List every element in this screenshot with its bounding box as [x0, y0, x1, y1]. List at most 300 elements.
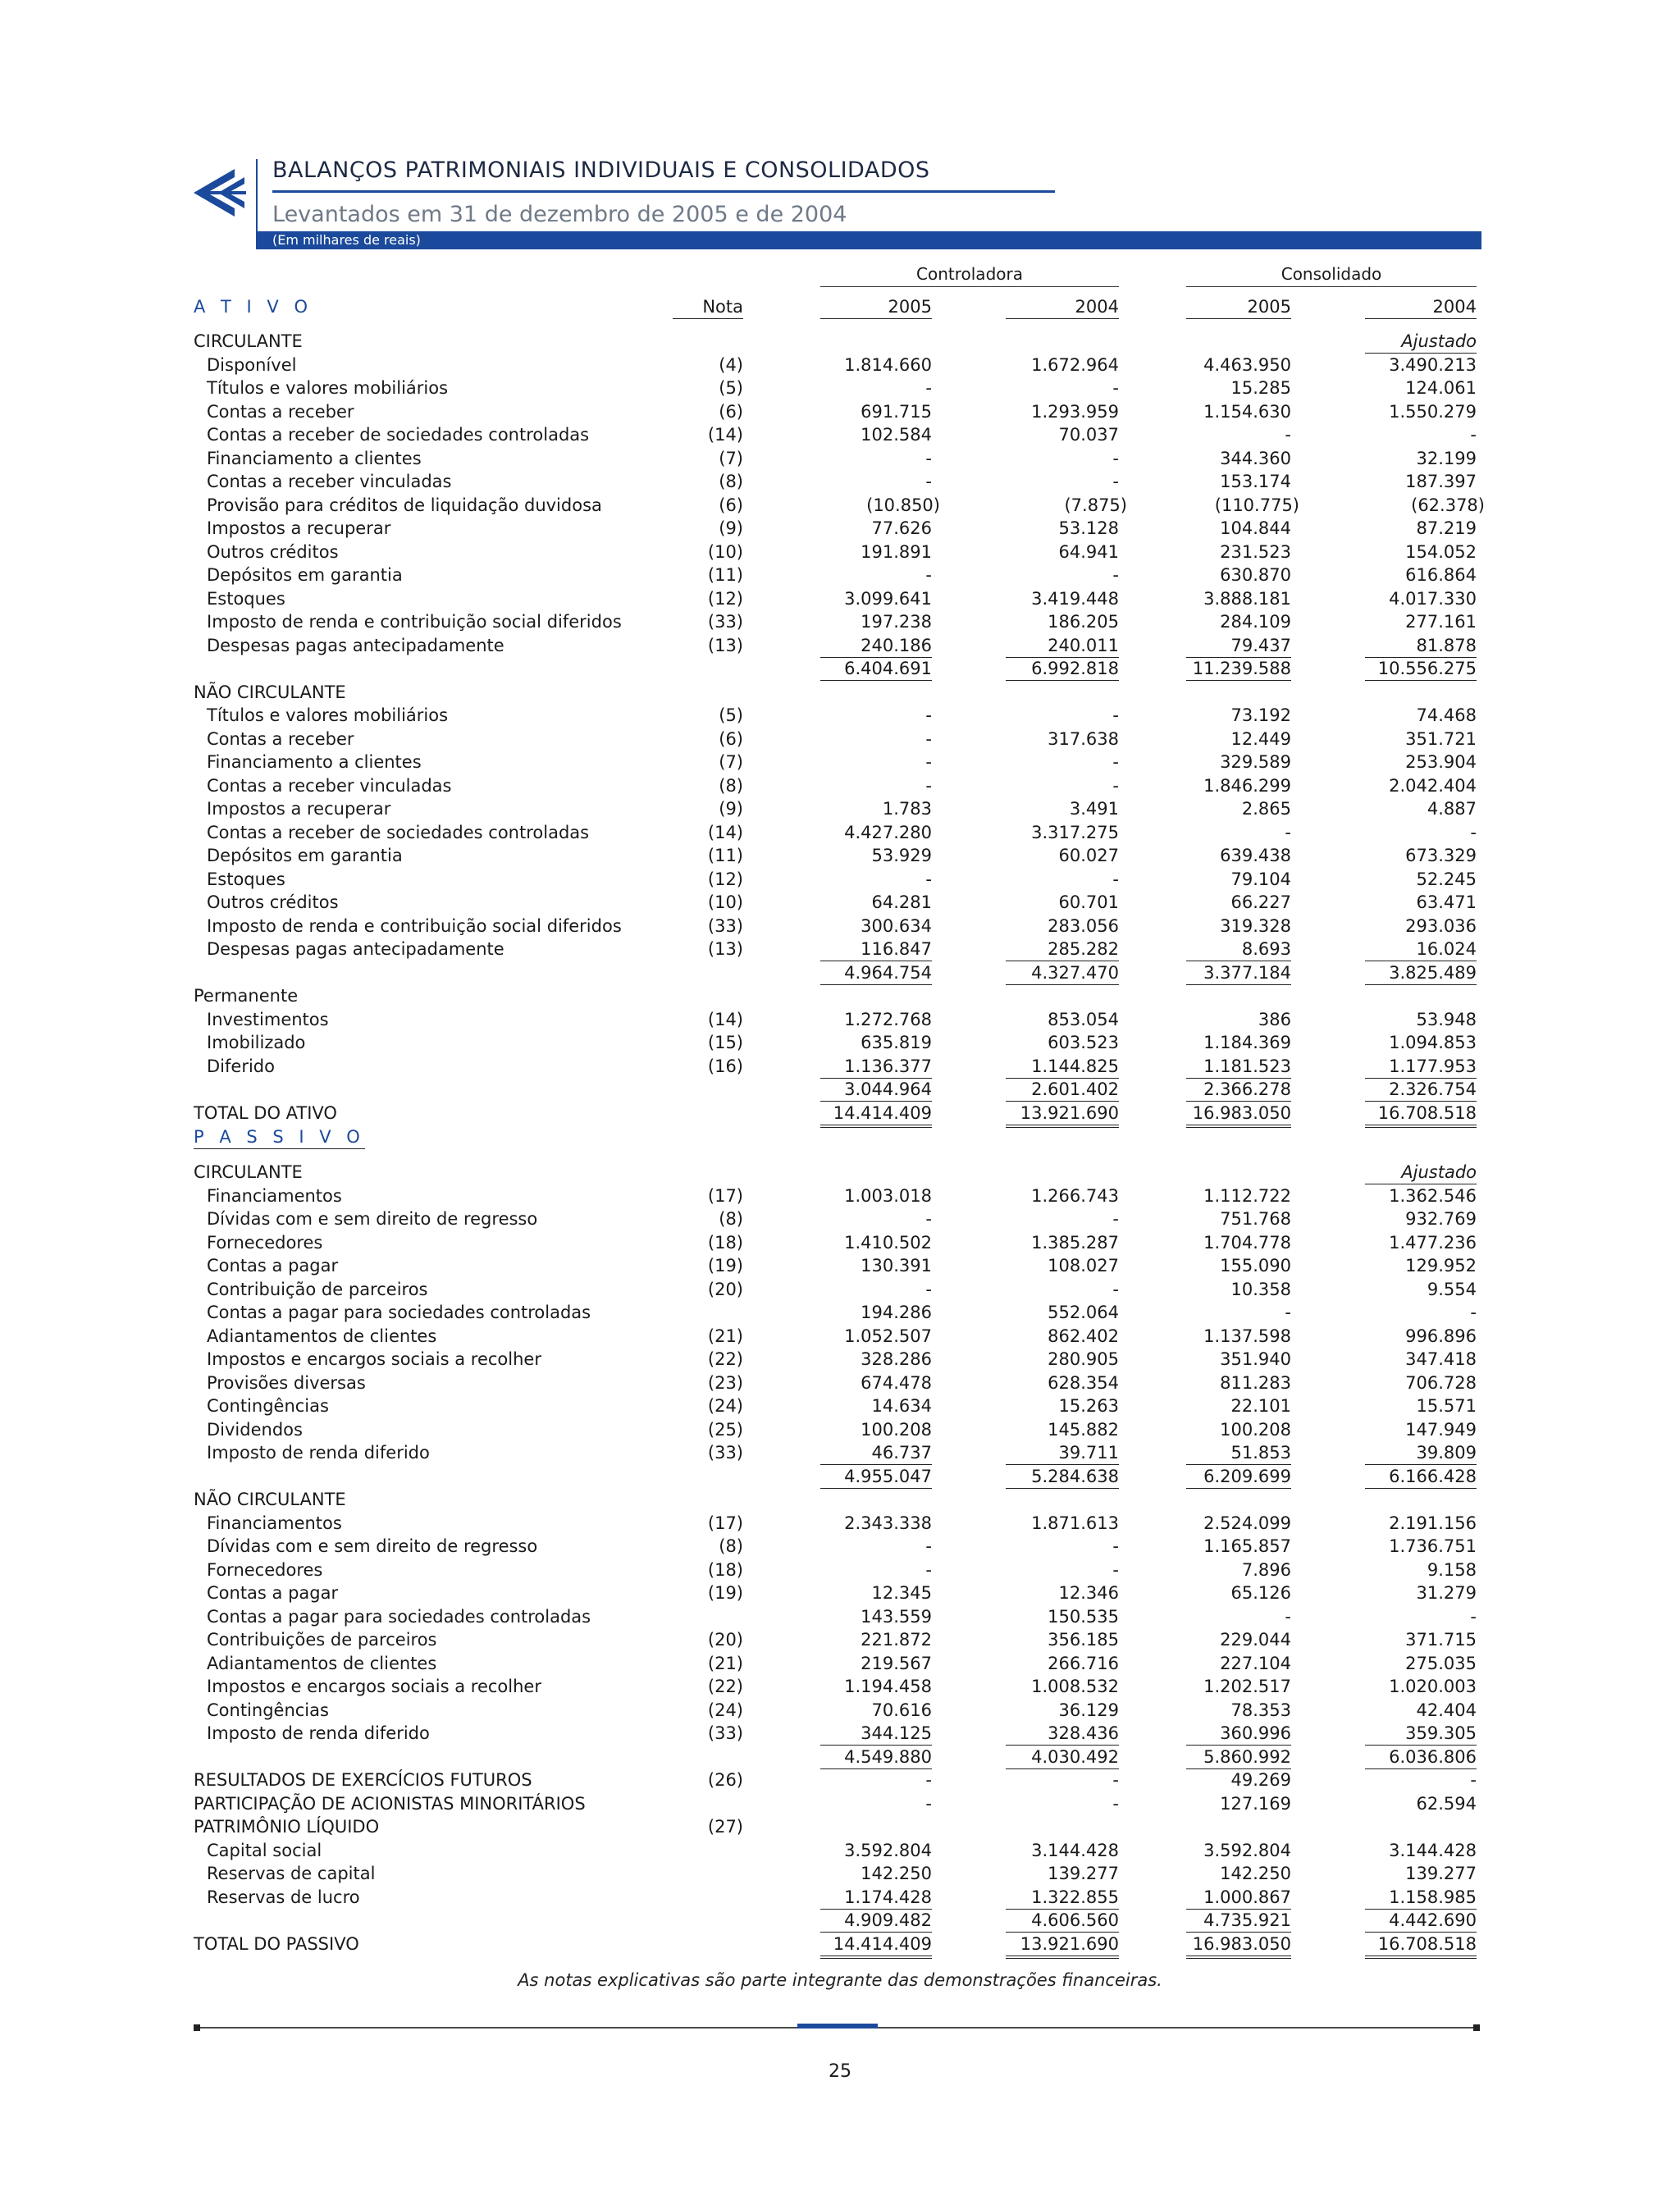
row-label: Títulos e valores mobiliários [207, 705, 449, 725]
section-row [0, 1768, 1680, 1791]
row-label: Imobilizado [207, 1033, 306, 1052]
row-value: 1.181.523 [1186, 1055, 1291, 1079]
row-note: (20) [707, 1630, 743, 1650]
row-label: Reservas de lucro [207, 1887, 360, 1907]
row-value: 1.322.855 [1006, 1886, 1119, 1910]
row-value: - [925, 378, 932, 398]
row-value: 14.414.409 [820, 1933, 932, 1959]
row-label: Financiamento a clientes [207, 752, 422, 772]
row-value: 347.418 [1405, 1349, 1477, 1369]
row-value: 102.584 [861, 425, 932, 445]
row-value: (10.850) [866, 495, 940, 515]
row-note: (11) [707, 846, 743, 865]
row-label: Depósitos em garantia [207, 846, 403, 865]
row-note: (21) [707, 1326, 743, 1346]
row-note: (33) [707, 612, 743, 632]
row-value: 1.136.377 [820, 1055, 932, 1079]
row-note: (19) [707, 1583, 743, 1603]
row-value: 36.129 [1058, 1700, 1119, 1720]
row-value: 42.404 [1416, 1700, 1477, 1720]
row-value: 1.814.660 [844, 354, 932, 375]
title-rule [272, 190, 1055, 193]
row-value: - [1285, 1606, 1291, 1627]
table-row [0, 1008, 1680, 1031]
row-value: 275.035 [1405, 1653, 1477, 1673]
row-value: - [1112, 1536, 1119, 1556]
table-row [0, 1558, 1680, 1581]
row-value: 197.238 [861, 612, 932, 632]
row-label: NÃO CIRCULANTE [194, 1490, 346, 1509]
table-row [0, 1886, 1680, 1909]
row-value: 79.104 [1230, 869, 1291, 889]
table-row [0, 728, 1680, 751]
row-value: 1.272.768 [844, 1009, 932, 1029]
row-value: 2.865 [1241, 799, 1291, 819]
row-value: 1.052.507 [844, 1326, 932, 1346]
subtotal-row [0, 1465, 1680, 1488]
row-note: (11) [707, 565, 743, 585]
row-note: (23) [707, 1372, 743, 1393]
row-value: 3.888.181 [1203, 588, 1291, 609]
row-value: - [925, 752, 932, 772]
row-value: 628.354 [1048, 1372, 1119, 1393]
row-value: 191.891 [861, 541, 932, 562]
section-row [0, 1161, 1680, 1184]
row-note: (12) [707, 869, 743, 889]
row-value: 139.277 [1048, 1864, 1119, 1883]
row-value: 240.011 [1006, 634, 1119, 658]
row-value: - [925, 472, 932, 491]
row-value: - [1470, 1303, 1477, 1322]
row-value: 39.711 [1006, 1441, 1119, 1465]
row-value: 630.870 [1220, 565, 1291, 585]
row-value: 639.438 [1220, 846, 1291, 865]
table-row [0, 354, 1680, 377]
row-note: (33) [707, 1723, 743, 1743]
row-value: - [925, 1536, 932, 1556]
row-value: 219.567 [861, 1653, 932, 1673]
row-note: (15) [707, 1033, 743, 1052]
row-value: - [1285, 425, 1291, 445]
table-row [0, 1301, 1680, 1324]
row-value: 155.090 [1220, 1256, 1291, 1276]
row-value: - [925, 1770, 932, 1790]
row-value: 15.571 [1416, 1396, 1477, 1416]
row-note: (8) [719, 472, 743, 491]
row-note: (22) [707, 1349, 743, 1369]
row-value: 4.909.482 [820, 1909, 932, 1933]
table-row [0, 1348, 1680, 1371]
row-value: 6.209.699 [1186, 1465, 1291, 1489]
row-value: - [1112, 869, 1119, 889]
page-title: BALANÇOS PATRIMONIAIS INDIVIDUAIS E CONSOLIDADOS [272, 157, 930, 183]
row-value: - [1470, 1606, 1477, 1627]
footer-marker-right [1473, 2024, 1480, 2031]
row-label: Impostos e encargos sociais a recolher [207, 1349, 541, 1369]
row-value: 673.329 [1405, 846, 1477, 865]
table-row [0, 1278, 1680, 1301]
row-label: Diferido [207, 1056, 275, 1076]
row-value: - [1112, 378, 1119, 398]
row-value: 145.882 [1048, 1419, 1119, 1440]
table-row [0, 1512, 1680, 1535]
row-value: 78.353 [1230, 1700, 1291, 1720]
row-value: 3.419.448 [1031, 588, 1119, 609]
row-note: (6) [719, 401, 743, 422]
row-value: 194.286 [861, 1303, 932, 1322]
footer-marker-left [194, 2024, 200, 2031]
row-label: PATRIMÔNIO LÍQUIDO [194, 1817, 380, 1837]
row-note: (6) [719, 495, 743, 515]
subtotal-row [0, 1746, 1680, 1768]
row-value: 240.186 [820, 634, 932, 658]
row-value: 6.404.691 [820, 657, 932, 681]
row-value: 116.847 [820, 938, 932, 961]
row-value: 16.708.518 [1365, 1102, 1477, 1128]
row-value: 127.169 [1220, 1793, 1291, 1814]
row-value: 87.219 [1416, 518, 1477, 538]
row-value: 811.283 [1220, 1372, 1291, 1393]
row-value: - [925, 1793, 932, 1814]
footnote: As notas explicativas são parte integrante das demonstrações financeiras. [518, 1970, 1162, 1990]
row-note: (17) [707, 1185, 743, 1206]
row-value: 674.478 [861, 1372, 932, 1393]
row-value: (62.378) [1411, 495, 1485, 515]
row-value: 16.708.518 [1365, 1933, 1477, 1959]
row-value: 283.056 [1048, 915, 1119, 936]
row-note: (8) [719, 1209, 743, 1229]
row-value: 51.853 [1186, 1441, 1291, 1465]
row-value: 1.154.630 [1203, 401, 1291, 422]
row-value: 285.282 [1006, 938, 1119, 961]
row-note: (4) [719, 354, 743, 375]
row-value: (110.775) [1214, 495, 1299, 515]
row-value: 1.008.532 [1031, 1677, 1119, 1696]
row-value: 64.941 [1058, 541, 1119, 562]
row-value: 4.606.560 [1006, 1909, 1119, 1933]
table-row [0, 844, 1680, 867]
row-value: 15.285 [1230, 378, 1291, 398]
table-row [0, 1675, 1680, 1698]
table-row [0, 868, 1680, 891]
table-row [0, 1125, 1680, 1148]
row-label: Impostos a recuperar [207, 518, 391, 538]
row-value: 351.721 [1405, 728, 1477, 749]
row-value: 1.783 [882, 799, 932, 819]
row-value: 996.896 [1405, 1326, 1477, 1346]
row-value: 328.436 [1006, 1722, 1119, 1746]
row-label: Dividendos [207, 1419, 303, 1440]
row-value: 1.202.517 [1203, 1677, 1291, 1696]
row-value: 129.952 [1405, 1256, 1477, 1276]
row-value: 60.701 [1058, 892, 1119, 912]
row-value: 63.471 [1416, 892, 1477, 912]
row-label: Impostos a recuperar [207, 799, 391, 819]
row-label: Capital social [207, 1840, 322, 1860]
row-label: Contingências [207, 1700, 329, 1720]
row-value: 4.017.330 [1389, 588, 1477, 609]
row-label: Contas a receber de sociedades controladas [207, 425, 590, 445]
table-row [0, 704, 1680, 727]
row-value: 227.104 [1220, 1653, 1291, 1673]
row-label: Depósitos em garantia [207, 565, 403, 585]
row-note: (24) [707, 1700, 743, 1720]
column-header-year: 2004 [1006, 295, 1119, 319]
row-label: Imposto de renda diferido [207, 1443, 430, 1463]
row-note: (13) [707, 635, 743, 655]
row-value: 16.983.050 [1186, 1933, 1291, 1959]
row-value: 266.716 [1048, 1653, 1119, 1673]
row-value: 2.191.156 [1389, 1513, 1477, 1533]
row-value: - [1112, 1793, 1119, 1814]
total-row [0, 1102, 1680, 1125]
row-value: 70.616 [871, 1700, 932, 1720]
row-value: 221.872 [861, 1630, 932, 1650]
table-row [0, 1535, 1680, 1558]
row-value: - [1112, 752, 1119, 772]
group-rule-consolidado [1186, 286, 1477, 287]
row-value: 319.328 [1220, 915, 1291, 936]
row-label: Dívidas com e sem direito de regresso [207, 1209, 538, 1229]
row-value: 635.819 [861, 1033, 932, 1052]
table-row [0, 564, 1680, 586]
row-value: 3.490.213 [1389, 354, 1477, 375]
column-header-year: 2005 [1186, 295, 1291, 319]
row-label: Investimentos [207, 1009, 329, 1029]
section-row [0, 1792, 1680, 1815]
group-rule-controladora [820, 286, 1119, 287]
row-value: 360.996 [1186, 1722, 1291, 1746]
row-value: 862.402 [1048, 1326, 1119, 1346]
row-value: 932.769 [1405, 1209, 1477, 1229]
row-value: 1.184.369 [1203, 1033, 1291, 1052]
row-value: 3.317.275 [1031, 822, 1119, 842]
row-value: - [1285, 1303, 1291, 1322]
row-value: 130.391 [861, 1256, 932, 1276]
group-header-controladora: Controladora [916, 264, 1023, 284]
table-row [0, 377, 1680, 399]
column-header-nota: Nota [673, 295, 743, 319]
row-note: (33) [707, 915, 743, 936]
section-row [0, 681, 1680, 704]
row-value: 359.305 [1365, 1722, 1477, 1746]
row-value: 150.535 [1048, 1606, 1119, 1627]
group-header-consolidado: Consolidado [1281, 264, 1382, 284]
row-label: Permanente [194, 986, 299, 1006]
row-value: 77.626 [871, 518, 932, 538]
row-value: 1.000.867 [1186, 1886, 1291, 1910]
row-value: 16.024 [1365, 938, 1477, 961]
row-value: 616.864 [1405, 565, 1477, 585]
header-band [256, 231, 1481, 249]
row-label: Estoques [207, 869, 285, 889]
row-value: 1.871.613 [1031, 1513, 1119, 1533]
table-row [0, 1055, 1680, 1078]
row-note: (10) [707, 541, 743, 562]
row-value: 7.896 [1241, 1559, 1291, 1580]
row-value: 1.112.722 [1203, 1185, 1291, 1206]
row-label: Dívidas com e sem direito de regresso [207, 1536, 538, 1556]
row-value: - [1112, 775, 1119, 796]
row-value: 356.185 [1048, 1630, 1119, 1650]
row-value: Ajustado [1365, 330, 1477, 354]
column-header-year: 2005 [820, 295, 932, 319]
row-value: 3.144.428 [1389, 1840, 1477, 1860]
row-value: - [1112, 1559, 1119, 1580]
row-value: 344.360 [1220, 448, 1291, 468]
row-note: (19) [707, 1256, 743, 1276]
row-value: 3.377.184 [1186, 961, 1291, 985]
row-value: - [1285, 822, 1291, 842]
table-row [0, 1605, 1680, 1628]
row-value: 64.281 [871, 892, 932, 912]
row-value: 100.208 [1220, 1419, 1291, 1440]
row-note: (18) [707, 1232, 743, 1253]
row-label: Adiantamentos de clientes [207, 1326, 437, 1346]
row-label: Contas a receber [207, 401, 354, 422]
row-value: - [925, 565, 932, 585]
footer-accent [797, 2024, 878, 2029]
row-label: Estoques [207, 588, 285, 609]
row-value: 65.126 [1230, 1583, 1291, 1603]
row-label: Despesas pagas antecipadamente [207, 635, 504, 655]
row-value: 12.449 [1230, 728, 1291, 749]
row-label: Fornecedores [207, 1232, 323, 1253]
row-value: Ajustado [1365, 1161, 1477, 1184]
row-value: - [1112, 448, 1119, 468]
row-note: (27) [707, 1817, 743, 1837]
row-label: TOTAL DO ATIVO [194, 1102, 337, 1123]
table-row [0, 470, 1680, 493]
row-value: 8.693 [1186, 938, 1291, 961]
row-label: Contas a pagar para sociedades controladas [207, 1303, 591, 1322]
row-value: 31.279 [1416, 1583, 1477, 1603]
row-value: 10.358 [1230, 1279, 1291, 1299]
row-value: 1.158.985 [1365, 1886, 1477, 1910]
row-label: Outros créditos [207, 541, 339, 562]
row-value: 1.194.458 [844, 1677, 932, 1696]
row-note: (13) [707, 939, 743, 959]
row-label: Imposto de renda e contribuição social diferidos [207, 612, 622, 632]
row-value: - [1112, 565, 1119, 585]
row-note: (26) [707, 1770, 743, 1790]
row-value: 344.125 [820, 1722, 932, 1746]
section-ativo-label: A T I V O [194, 297, 313, 317]
row-value: 10.556.275 [1365, 657, 1477, 681]
row-label: Imposto de renda e contribuição social diferidos [207, 915, 622, 936]
row-label: Impostos e encargos sociais a recolher [207, 1677, 541, 1696]
row-value: 52.245 [1416, 869, 1477, 889]
row-label: Contas a receber de sociedades controladas [207, 822, 590, 842]
row-value: 5.284.638 [1006, 1465, 1119, 1489]
row-value: 142.250 [1220, 1864, 1291, 1883]
row-note: (8) [719, 775, 743, 796]
row-note: (24) [707, 1396, 743, 1416]
row-value: 186.205 [1048, 612, 1119, 632]
row-label: Contas a receber vinculadas [207, 775, 452, 796]
row-value: - [925, 1209, 932, 1229]
row-note: (18) [707, 1559, 743, 1580]
row-value: 1.177.953 [1365, 1055, 1477, 1079]
row-value: 3.592.804 [1203, 1840, 1291, 1860]
row-label: Contas a receber [207, 728, 354, 749]
row-value: - [925, 775, 932, 796]
row-value: 2.042.404 [1389, 775, 1477, 796]
row-value: 1.137.598 [1203, 1326, 1291, 1346]
row-value: 3.491 [1069, 799, 1119, 819]
row-value: - [1112, 1770, 1119, 1790]
row-note: (10) [707, 892, 743, 912]
table-row [0, 1722, 1680, 1745]
row-label: RESULTADOS DE EXERCÍCIOS FUTUROS [194, 1770, 532, 1790]
row-value: 6.166.428 [1365, 1465, 1477, 1489]
page-number: 25 [829, 2061, 851, 2082]
row-value: 12.346 [1058, 1583, 1119, 1603]
row-note: (22) [707, 1677, 743, 1696]
row-value: 1.266.743 [1031, 1185, 1119, 1206]
table-row [0, 494, 1680, 517]
table-row [0, 541, 1680, 564]
table-row [0, 915, 1680, 938]
row-value: 1.846.299 [1203, 775, 1291, 796]
subtotal-row [0, 1078, 1680, 1101]
table-row [0, 821, 1680, 844]
row-value: 4.887 [1427, 799, 1477, 819]
row-value: 2.366.278 [1186, 1078, 1291, 1102]
row-value: 231.523 [1220, 541, 1291, 562]
row-value: 1.410.502 [844, 1232, 932, 1253]
row-value: 6.992.818 [1006, 657, 1119, 681]
row-value: - [1112, 1279, 1119, 1299]
row-value: 2.326.754 [1365, 1078, 1477, 1102]
table-row [0, 1371, 1680, 1394]
row-value: 1.362.546 [1389, 1185, 1477, 1206]
row-note: (21) [707, 1653, 743, 1673]
row-value: 4.427.280 [844, 822, 932, 842]
row-value: 74.468 [1416, 705, 1477, 725]
row-value: 603.523 [1048, 1033, 1119, 1052]
row-value: 351.940 [1220, 1349, 1291, 1369]
row-value: 39.809 [1365, 1441, 1477, 1465]
row-label: Provisão para créditos de liquidação duvidosa [207, 495, 602, 515]
row-note: (20) [707, 1279, 743, 1299]
table-row [0, 1184, 1680, 1207]
row-label: Contas a pagar [207, 1583, 339, 1603]
row-label: Despesas pagas antecipadamente [207, 939, 504, 959]
row-label: Contribuições de parceiros [207, 1630, 437, 1650]
section-row [0, 330, 1680, 353]
row-value: 13.921.690 [1006, 1933, 1119, 1959]
row-value: 22.101 [1230, 1396, 1291, 1416]
row-value: 253.904 [1405, 752, 1477, 772]
row-value: 751.768 [1220, 1209, 1291, 1229]
row-value: 13.921.690 [1006, 1102, 1119, 1128]
row-value: 62.594 [1416, 1793, 1477, 1814]
row-value: 66.227 [1230, 892, 1291, 912]
row-value: 14.634 [871, 1396, 932, 1416]
row-note: (33) [707, 1443, 743, 1463]
table-row [0, 1652, 1680, 1675]
row-value: 32.199 [1416, 448, 1477, 468]
row-value: 100.208 [861, 1419, 932, 1440]
row-value: 329.589 [1220, 752, 1291, 772]
row-label: Provisões diversas [207, 1372, 366, 1393]
table-row [0, 587, 1680, 610]
row-label: Títulos e valores mobiliários [207, 378, 449, 398]
row-value: 1.293.959 [1031, 401, 1119, 422]
row-value: 104.844 [1220, 518, 1291, 538]
page-subtitle: Levantados em 31 de dezembro de 2005 e de 2004 [272, 202, 847, 227]
